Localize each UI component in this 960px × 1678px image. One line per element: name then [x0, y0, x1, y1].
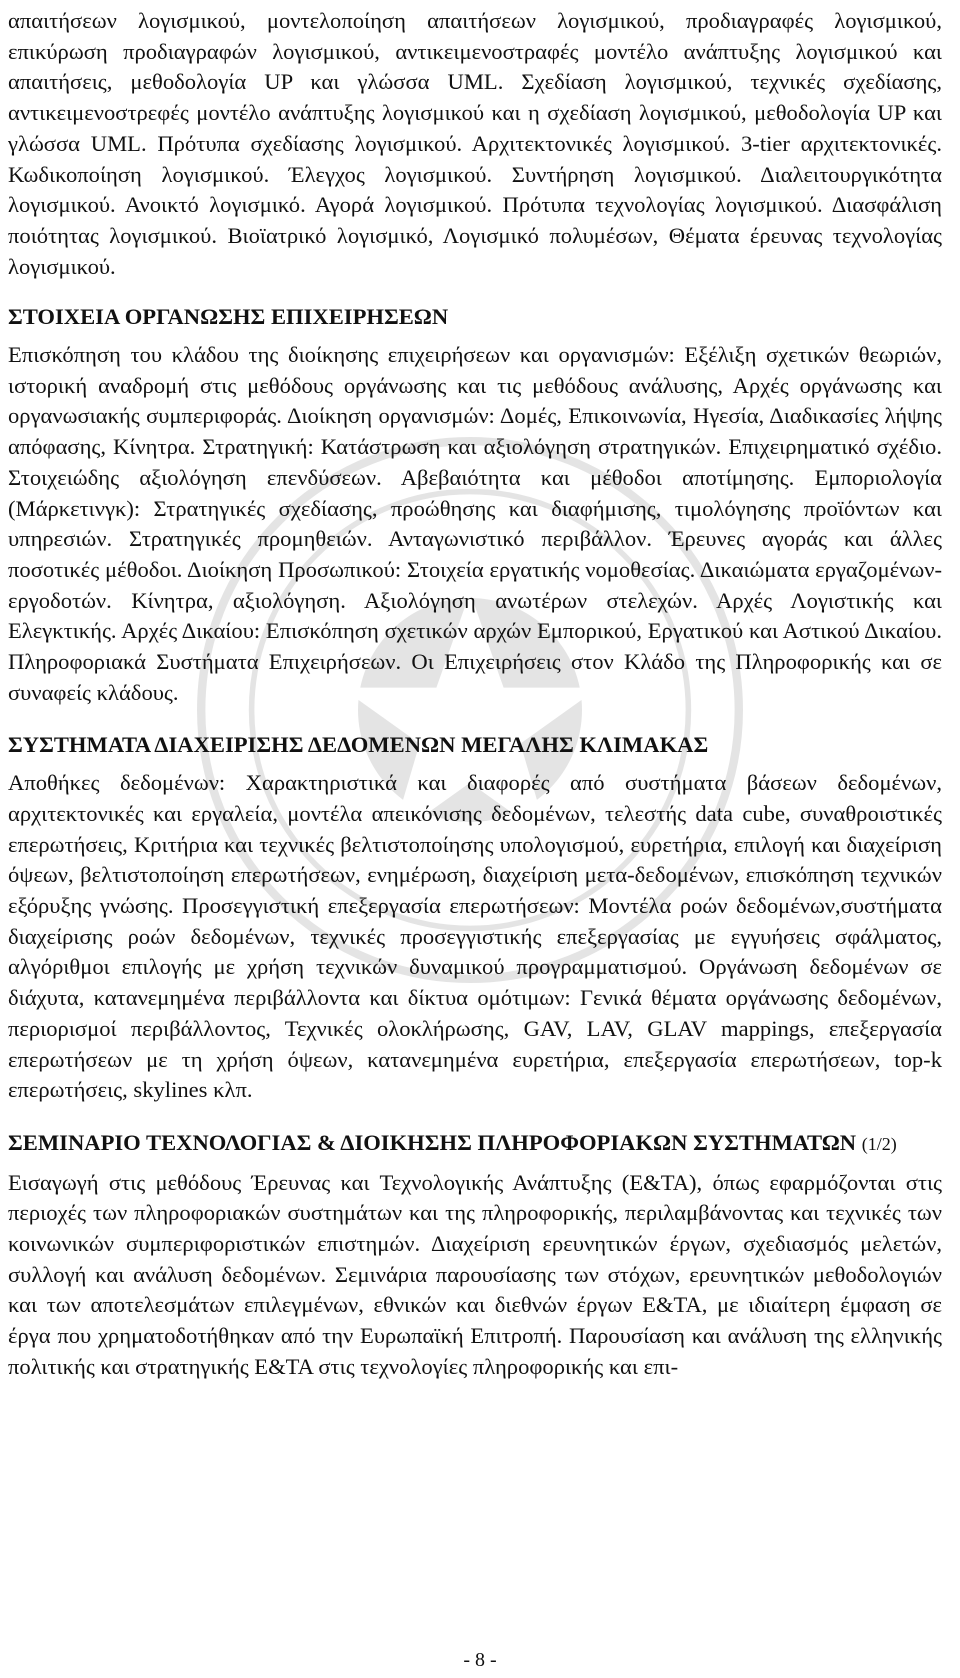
seminar-heading-note: (1/2) — [861, 1133, 897, 1154]
section-body-business-organization: Επισκόπηση του κλάδου της διοίκησης επιχειρήσεων και οργανισμών: Εξέλιξη σχετικών θεωριών, ιστορική αναδρομή στις μεθόδους οργάνωσης και τις μεθόδους ανάλυσης, Αρχές οργάνωσης και οργανωσιακής συμπεριφοράς. Διοίκηση οργανισμών: Δομές, Επικοινωνία, Ηγεσία, Διαδικασίες λήψης απόφασης, Κίνητρα. Στρατηγική: Κατάστρωση και αξιολόγηση στρατηγικών. Επιχειρηματικό σχέδιο. Στοιχειώδης αξιολόγηση επενδύσεων. Αβεβαιότητα και μέθοδοι αποτίμησης. Εμποριολογία (Μάρκετινγκ): Στρατηγικές σχεδίασης, προώθησης και διαφήμισης, τιμολόγησης προϊόντων και υπηρεσιών. Στρατηγικές προμηθειών. Ανταγωνιστικό περιβάλλον. Έρευνες αγοράς και άλλες ποσοτικές μέθοδοι. Διοίκηση Προσωπικού: Στοιχεία εργατικής νομοθεσίας. Δικαιώματα εργαζομένων-εργοδοτών. Κίνητρα, αξιολόγηση. Αξιολόγηση ανωτέρων στελεχών. Αρχές Λογιστικής και Ελεγκτικής. Αρχές Δικαίου: Επισκόπηση σχετικών αρχών Εμπορικού, Εργατικού και Αστικού Δικαίου. Πληροφοριακά Συστήματα Επιχειρήσεων. Οι Επιχειρήσεις στον Κλάδο της Πληροφορικής και σε συναφείς κλάδους. — [8, 342, 942, 705]
page-number: - 8 - — [463, 1649, 497, 1671]
intro-paragraph: απαιτήσεων λογισμικού, μοντελοποίηση απαιτήσεων λογισμικού, προδιαγραφές λογισμικού, επικύρωση προδιαγραφών λογισμικού, αντικειμενοστραφές μοντέλο ανάπτυξης λογισμικού και απαιτήσεις, μεθοδολογία UP και γλώσσα UML. Σχεδίαση λογισμικού, τεχνικές σχεδίασης, αντικειμενοστρεφές μοντέλο ανάπτυξης λογισμικού και η σχεδίαση λογισμικού, μεθοδολογία UP και γλώσσα UML. Πρότυπα σχεδίασης λογισμικού. Αρχιτεκτονικές λογισμικού. 3-tier αρχιτεκτονικές. Κωδικοποίηση λογισμικού. Έλεγχος λογισμικού. Συντήρηση λογισμικού. Διαλειτουργικότητα λογισμικού. Ανοικτό λογισμικό. Αγορά λογισμικού. Πρότυπα τεχνολογίας λογισμικού. Διασφάλιση ποιότητας λογισμικού. Βιοϊατρικό λογισμικό, Λογισμικό πολυμέσων, Θέματα έρευνας τεχνολογίας λογισμικού. — [8, 8, 942, 279]
section-body-large-scale-data-systems: Αποθήκες δεδομένων: Χαρακτηριστικά και διαφορές από συστήματα βάσεων δεδομένων, αρχιτεκτονικές και εργαλεία, μοντέλα απεικόνισης δεδομένων, τελεστής data cube, συναθροιστικές επερωτήσεις, Κριτήρια και τεχνικές βελτιστοποίησης υπολογισμού, ευρετήρια, επιλογή και διαχείριση όψεων, βελτιστοποίηση επερωτήσεων, ενημέρωση, διαχείριση μετα-δεδομένων, επισκόπηση τεχνικών εξόρυξης γνώσης. Προσεγγιστική επεξεργασία επερωτήσεων: Μοντέλα ροών δεδομένων,συστήματα διαχείρισης ροών δεδομένων, τεχνικές προσεγγιστικής επεξεργασίας με εγγυήσεις σφάλματος, αλγόριθμοι επιλογής με χρήση τεχνικών δυναμικού προγραμματισμού. Οργάνωση δεδομένων σε διάχυτα, κατανεμημένα περιβάλλοντα και δίκτυα ομότιμων: Γενικά θέματα οργάνωσης δεδομένων, περιορισμοί περιβάλλοντος, Τεχνικές ολοκλήρωσης, GAV, LAV, GLAV mappings, επεξεργασία επερωτήσεων με τη χρήση όψεων, κατανεμημένα ευρετήρια, επεξεργασία επερωτήσεων, top-k επερωτήσεις, skylines κλπ. — [8, 770, 942, 1103]
section-heading-business-organization: ΣΤΟΙΧΕΙΑ ΟΡΓΑΝΩΣΗΣ ΕΠΙΧΕΙΡΗΣΕΩΝ — [8, 304, 449, 330]
document-body — [8, 6, 942, 1383]
section-heading-seminar — [8, 1128, 942, 1160]
seminar-heading-text: ΣΕΜΙΝΑΡΙΟ ΤΕΧΝΟΛΟΓΙΑΣ & ΔΙΟΙΚΗΣΗΣ ΠΛΗΡΟΦΟΡΙΑΚΩΝ ΣΥΣΤΗΜΑΤΩΝ — [8, 1129, 857, 1155]
section-body-seminar: Εισαγωγή στις μεθόδους Έρευνας και Τεχνολογικής Ανάπτυξης (Ε&ΤΑ), όπως εφαρμόζονται στις περιοχές των πληροφοριακών συστημάτων και της πληροφορικής, περιλαμβάνοντας και τεχνικές των κοινωνικών συμπεριφοριστικών επιστημών. Διαχείριση ερευνητικών έργων, σχεδιασμός μελετών, συλλογή και ανάλυση δεδομένων. Σεμινάρια παρουσίασης των στόχων, ερευνητικών μεθοδολογιών και των αποτελεσμάτων επιλεγμένων, εθνικών και διεθνών έργων Ε&ΤΑ, με ιδιαίτερη έμφαση σε έργα που χρηματοδοτήθηκαν από την Ευρωπαϊκή Επιτροπή. Παρουσίαση και ανάλυση της ελληνικής πολιτικής και στρατηγικής Ε&ΤΑ στις τεχνολογίες πληροφορικής και επι- — [8, 1169, 942, 1379]
section-heading-large-scale-data-systems: ΣΥΣΤΗΜΑΤΑ ΔΙΑΧΕΙΡΙΣΗΣ ΔΕΔΟΜΕΝΩΝ ΜΕΓΑΛΗΣ ΚΛΙΜΑΚΑΣ — [8, 732, 709, 758]
